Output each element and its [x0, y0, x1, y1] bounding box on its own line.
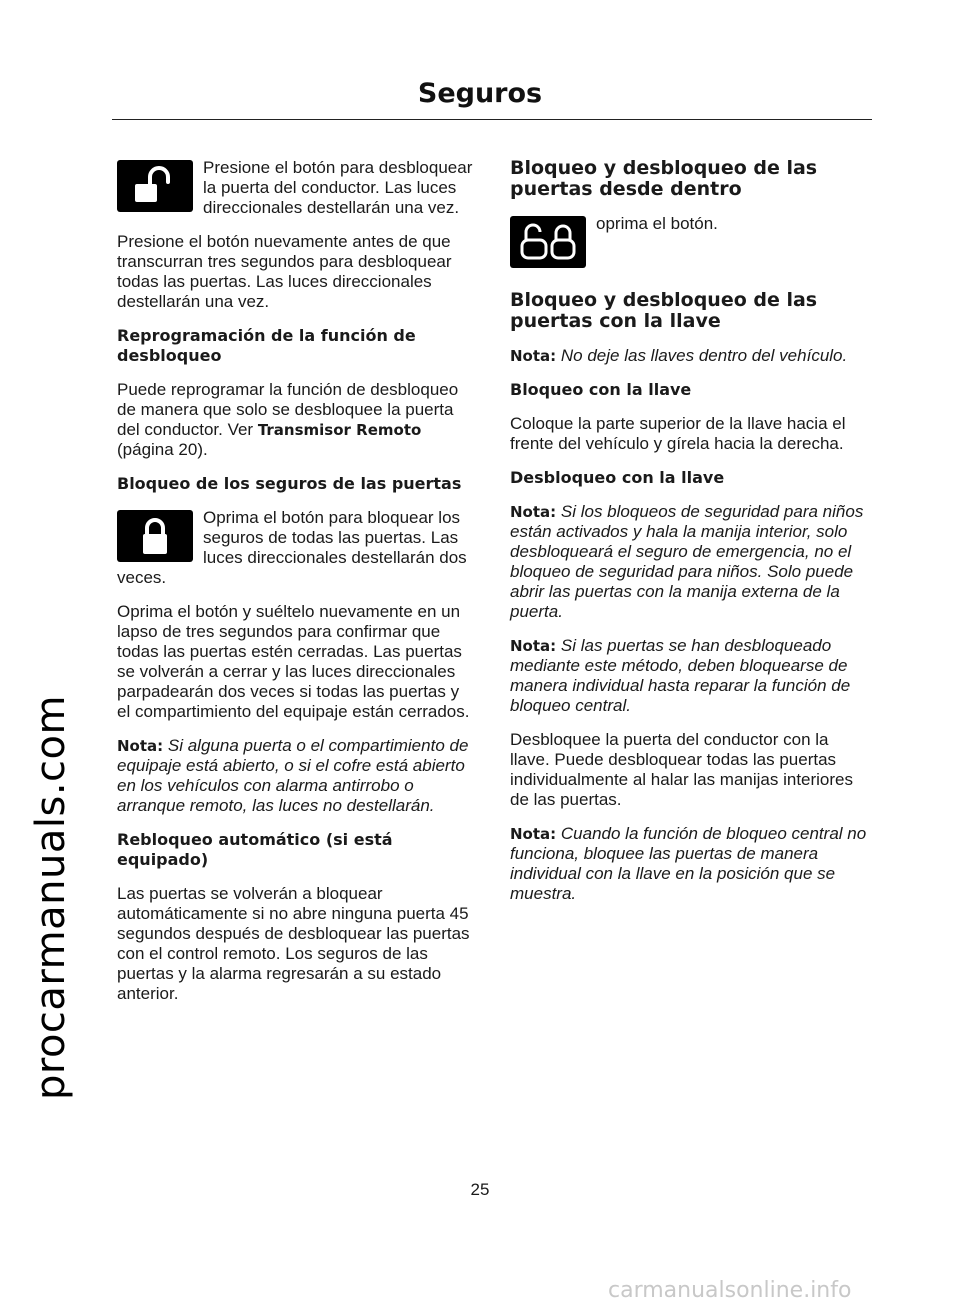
side-watermark: procarmanuals.com — [28, 695, 74, 1100]
right-column — [510, 158, 868, 918]
page-number: 25 — [470, 1180, 490, 1199]
confirm-paragraph: Oprima el botón y suéltelo nuevamente en un lapso de tres segundos para confirmar que todas las puertas estén cerradas. Las puertas se volverán a cerrar y las luces direccionales parpadearán dos veces si todas las puertas y el compartimiento del equipaje están cerrados. — [117, 602, 470, 721]
key-unlock-subheading: Desbloqueo con la llave — [510, 468, 725, 487]
lock-unlock-icon — [510, 216, 586, 268]
header-rule — [112, 119, 872, 120]
page-title: Seguros — [417, 78, 543, 109]
inside-lock-paragraph — [510, 214, 868, 268]
note-central-lock — [510, 824, 868, 904]
relock-paragraph: Las puertas se volverán a bloquear automáticamente si no abre ninguna puerta 45 segundos después de desbloquear las puertas con el control remoto. Los seguros de las puertas y la alarma regresarán a su estado anterior. — [117, 884, 470, 1003]
lock-text: Oprima el botón para bloquear los seguros de todas las puertas. Las luces direccionales destellarán dos veces. — [117, 508, 467, 587]
reprogram-page-ref: (página 20). — [117, 440, 208, 459]
note-label: Nota: — [510, 503, 557, 521]
note-text: Si alguna puerta o el compartimiento de equipaje está abierto, o si el cofre está abierto en los vehículos con alarma antirrobo o arranque remoto, las luces no destellarán. — [117, 736, 469, 815]
note-text: No deje las llaves dentro del vehículo. — [560, 346, 848, 365]
unlock-text: Presione el botón para desbloquear la puerta del conductor. Las luces direccionales destellarán una vez. — [203, 158, 473, 217]
remote-transmitter-link[interactable]: Transmisor Remoto — [257, 421, 422, 439]
note-label: Nota: — [117, 737, 164, 755]
key-unlock-paragraph: Desbloquee la puerta del conductor con la llave. Puede desbloquear todas las puertas individualmente al halar las manijas interiores de las puertas. — [510, 730, 854, 809]
key-lock-subheading: Bloqueo con la llave — [510, 380, 692, 399]
note-keys — [510, 346, 868, 366]
unlock-icon — [117, 160, 193, 212]
note-individual-lock — [510, 636, 868, 716]
unlock-all-paragraph: Presione el botón nuevamente antes de que transcurran tres segundos para desbloquear todas las puertas. Las luces direccionales destellarán una vez. — [117, 232, 452, 311]
lock-paragraph — [117, 508, 475, 588]
footer-watermark: carmanualsonline.info — [608, 1278, 852, 1303]
unlock-paragraph — [117, 158, 475, 218]
note-text: Cuando la función de bloqueo central no funciona, bloquee las puertas de manera individual con la llave en la posición que se muestra. — [510, 824, 867, 903]
note-label: Nota: — [510, 825, 557, 843]
note-label: Nota: — [510, 637, 557, 655]
note-child-locks — [510, 502, 868, 622]
lock-icon — [117, 510, 193, 562]
left-column — [117, 158, 475, 1018]
inside-lock-heading: Bloqueo y desbloqueo de las puertas desde dentro — [510, 157, 818, 200]
reprogram-paragraph — [117, 380, 475, 460]
note-text: Si las puertas se han desbloqueado mediante este método, deben bloquearse de manera individual hasta reparar la función de bloqueo central. — [510, 636, 851, 715]
key-lock-paragraph: Coloque la parte superior de la llave hacia el frente del vehículo y gírela hacia la derecha. — [510, 414, 846, 453]
note-text: Si los bloqueos de seguridad para niños están activados y hala la manija interior, solo desbloqueará el seguro de emergencia, no el bloqueo de seguridad para niños. Solo puede abrir las puertas con la manija externa de la puerta. — [510, 502, 864, 621]
inside-lock-text: oprima el botón. — [596, 214, 718, 233]
note-label: Nota: — [510, 347, 557, 365]
key-lock-heading: Bloqueo y desbloqueo de las puertas con la llave — [510, 289, 818, 332]
relock-heading: Rebloqueo automático (si está equipado) — [117, 830, 393, 869]
reprogram-heading: Reprogramación de la función de desbloqueo — [117, 326, 416, 365]
reprogram-text: Puede reprogramar la función de desbloqueo de manera que solo se desbloquee la puerta del conductor. Ver — [117, 380, 459, 439]
note-alarm — [117, 736, 475, 816]
lock-heading: Bloqueo de los seguros de las puertas — [117, 474, 462, 493]
